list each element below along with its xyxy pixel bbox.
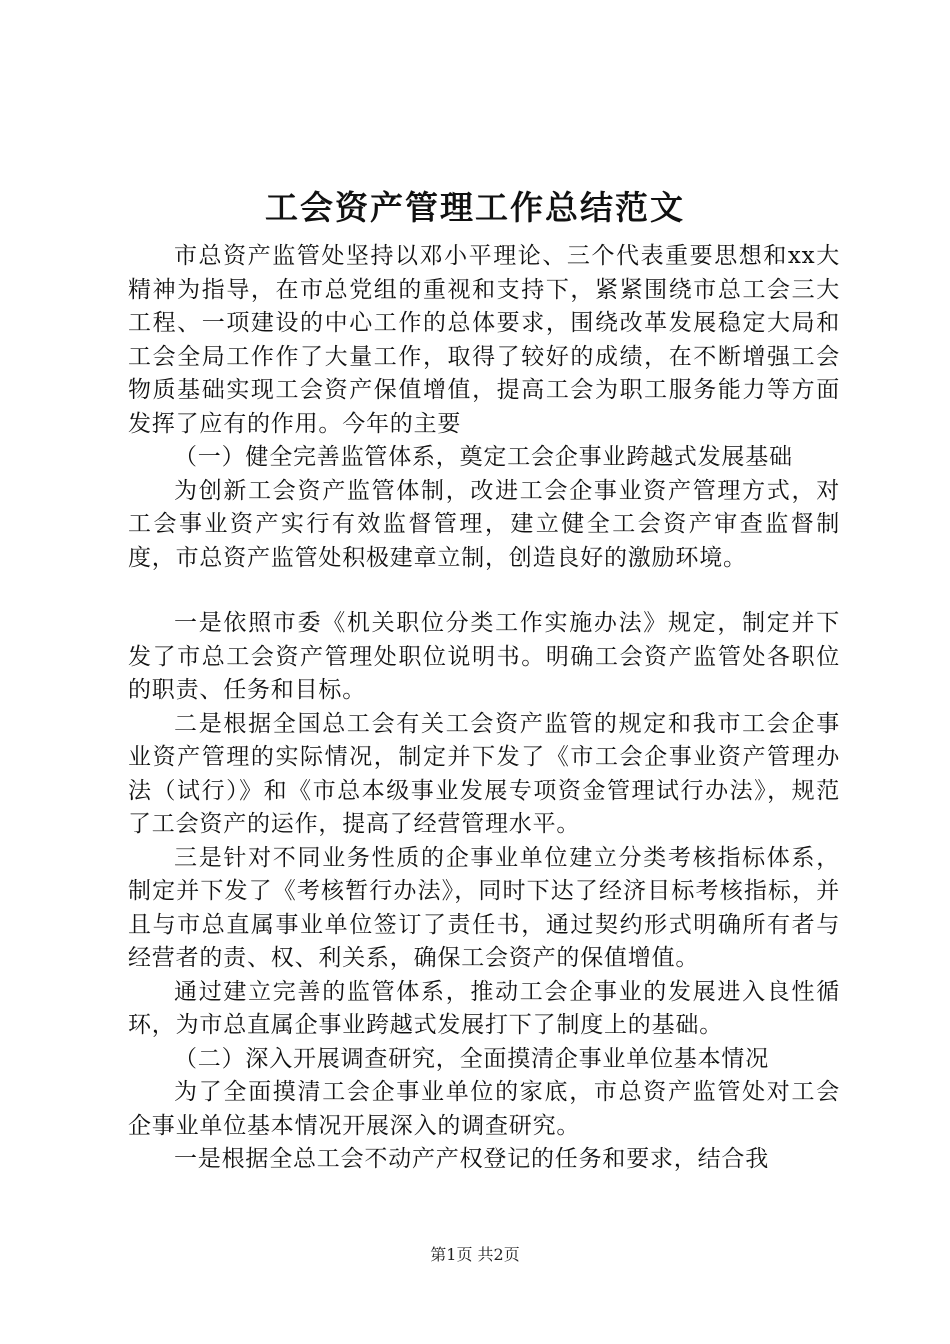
paragraph-section-1-summary: 通过建立完善的监管体系，推动工会企事业的发展进入良性循环，为市总直属企事业跨越式发展打下了制度上的基础。	[128, 978, 840, 1038]
document-title: 工会资产管理工作总结范文	[265, 188, 685, 227]
section-heading-1: （一）健全完善监管体系，奠定工会企事业跨越式发展基础	[174, 444, 793, 470]
paragraph-item-3: 三是针对不同业务性质的企事业单位建立分类考核指标体系，制定并下发了《考核暂行办法》，同时下达了经济目标考核指标，并且与市总直属事业单位签订了责任书，通过契约形式明确所有者与经营者的责、权、利关系，确保工会资产的保值增值。	[128, 844, 840, 971]
paragraph-section-1-intro: 为创新工会资产监管体制，改进工会企事业资产管理方式，对工会事业资产实行有效监督管理，建立健全工会资产审查监督制度，市总资产监管处积极建章立制，创造良好的激励环境。	[128, 477, 840, 571]
paragraph-gap	[128, 575, 840, 607]
page-footer: 第1页 共2页	[430, 1245, 520, 1264]
document-body	[128, 240, 840, 1177]
section-heading-2: （二）深入开展调查研究，全面摸清企事业单位基本情况	[174, 1045, 769, 1072]
paragraph-item-1: 一是依照市委《机关职位分类工作实施办法》规定，制定并下发了市总工会资产管理处职位说明书。明确工会资产监管处各职位的职责、任务和目标。	[128, 610, 840, 703]
paragraph-intro: 市总资产监管处坚持以邓小平理论、三个代表重要思想和xx大精神为指导，在市总党组的重视和支持下，紧紧围绕市总工会三大工程、一项建设的中心工作的总体要求，围绕改革发展稳定大局和工会全局工作作了大量工作，取得了较好的成绩，在不断增强工会物质基础实现工会资产保值增值，提高工会为职工服务能力等方面发挥了应有的作用。今年的主要	[128, 243, 840, 437]
paragraph-section-2-item-1: 一是根据全总工会不动产产权登记的任务和要求，结合我	[174, 1146, 769, 1172]
paragraph-item-2: 二是根据全国总工会有关工会资产监管的规定和我市工会企事业资产管理的实际情况，制定并下发了《市工会企事业资产管理办法（试行）》和《市总本级事业发展专项资金管理试行办法》，规范了工会资产的运作，提高了经营管理水平。	[128, 710, 840, 837]
paragraph-section-2-intro: 为了全面摸清工会企事业单位的家底，市总资产监管处对工会企事业单位基本情况开展深入的调查研究。	[128, 1079, 840, 1139]
